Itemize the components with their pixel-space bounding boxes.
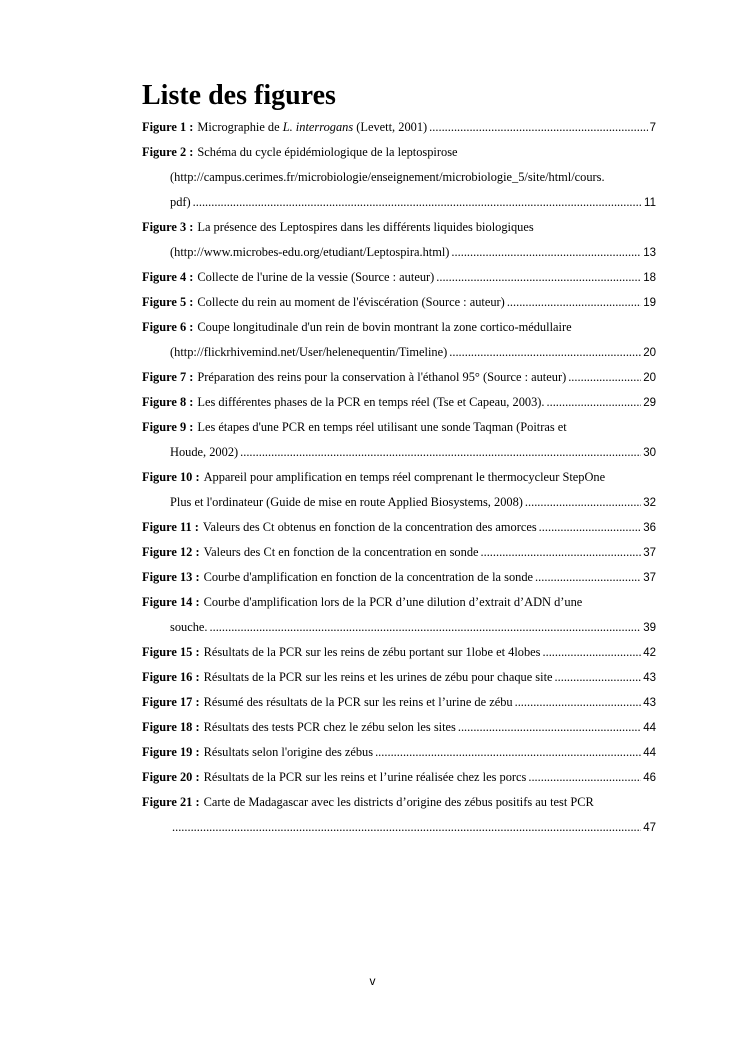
- page-number: 13: [643, 247, 656, 259]
- figure-caption: Coupe longitudinale d'un rein de bovin montrant la zone cortico-médullaire: [197, 320, 572, 334]
- page-number: 32: [643, 497, 656, 509]
- figure-label: Figure 10 :: [142, 470, 200, 484]
- figure-entry-16[interactable]: [142, 665, 656, 690]
- figure-entry-12[interactable]: [142, 540, 656, 565]
- figure-caption: Collecte de l'urine de la vessie (Source : auteur): [197, 270, 435, 284]
- list-of-figures: [142, 80, 656, 840]
- leader-dots: [535, 565, 641, 590]
- figure-label: Figure 3 :: [142, 220, 194, 234]
- figure-caption: Résultats selon l'origine des zébus: [203, 745, 374, 759]
- figure-entry-18[interactable]: [142, 715, 656, 740]
- figure-entry-17[interactable]: [142, 690, 656, 715]
- figure-entry-19[interactable]: [142, 740, 656, 765]
- figure-caption: Résultats de la PCR sur les reins de zébu portant sur 1lobe et 4lobes: [203, 645, 541, 659]
- figure-caption: Valeurs des Ct obtenus en fonction de la concentration des amorces: [202, 520, 537, 534]
- figure-label: Figure 9 :: [142, 420, 194, 434]
- figure-label: Figure 2 :: [142, 145, 194, 159]
- page-number: 30: [643, 447, 656, 459]
- figure-label: Figure 1 :: [142, 120, 194, 134]
- figure-caption-cont: Houde, 2002): [170, 445, 239, 459]
- leader-dots: [528, 765, 641, 790]
- footer-page-number: v: [369, 974, 376, 988]
- page-number: 29: [643, 397, 656, 409]
- figure-entry-11[interactable]: [142, 515, 656, 540]
- figure-label: Figure 19 :: [142, 745, 200, 759]
- leader-dots: [458, 715, 641, 740]
- page-number: 44: [643, 722, 656, 734]
- figure-caption: Collecte du rein au moment de l'éviscération (Source : auteur): [197, 295, 505, 309]
- leader-dots: [193, 190, 642, 215]
- figure-caption: Résumé des résultats de la PCR sur les reins et l’urine de zébu: [203, 695, 513, 709]
- page-number: 46: [643, 772, 656, 784]
- page-number: 42: [643, 647, 656, 659]
- figure-label: Figure 8 :: [142, 395, 194, 409]
- figure-entry-20[interactable]: [142, 765, 656, 790]
- figure-label: Figure 12 :: [142, 545, 200, 559]
- figure-label: Figure 6 :: [142, 320, 194, 334]
- figure-entry-3[interactable]: [142, 215, 656, 265]
- figure-label: Figure 13 :: [142, 570, 200, 584]
- figure-caption-cont: (http://www.microbes-edu.org/etudiant/Leptospira.html): [170, 245, 450, 259]
- leader-dots: [515, 690, 642, 715]
- figure-label: Figure 7 :: [142, 370, 194, 384]
- figure-entry-9[interactable]: [142, 415, 656, 465]
- leader-dots: [539, 515, 642, 540]
- figure-caption-cont: souche.: [170, 620, 208, 634]
- leader-dots: [210, 615, 642, 640]
- figure-entry-14[interactable]: [142, 590, 656, 640]
- figure-caption: Préparation des reins pour la conservation à l'éthanol 95° (Source : auteur): [197, 370, 567, 384]
- figure-entry-10[interactable]: [142, 465, 656, 515]
- leader-dots: [449, 340, 641, 365]
- page-number: 36: [643, 522, 656, 534]
- leader-dots: [240, 440, 641, 465]
- figure-entry-4[interactable]: [142, 265, 656, 290]
- figure-caption-cont: (http://campus.cerimes.fr/microbiologie/enseignement/microbiologie_5/site/html/cours.: [170, 170, 605, 184]
- figure-label: Figure 20 :: [142, 770, 200, 784]
- leader-dots: [543, 640, 642, 665]
- figure-entry-21[interactable]: [142, 790, 656, 840]
- figure-caption: Schéma du cycle épidémiologique de la leptospirose: [197, 145, 458, 159]
- figure-caption: La présence des Leptospires dans les différents liquides biologiques: [197, 220, 534, 234]
- page-number: 43: [643, 697, 656, 709]
- figure-label: Figure 17 :: [142, 695, 200, 709]
- figure-caption: Résultats des tests PCR chez le zébu selon les sites: [203, 720, 456, 734]
- figure-caption: Micrographie de L. interrogans (Levett, 2001): [197, 120, 428, 134]
- figure-caption-cont: Plus et l'ordinateur (Guide de mise en route Applied Biosystems, 2008): [170, 495, 523, 509]
- figure-caption: Les différentes phases de la PCR en temps réel (Tse et Capeau, 2003).: [197, 395, 545, 409]
- figure-caption: Courbe d'amplification lors de la PCR d’une dilution d’extrait d’ADN d’une: [203, 595, 583, 609]
- leader-dots: [375, 740, 641, 765]
- page-number: 43: [643, 672, 656, 684]
- page-number: 19: [643, 297, 656, 309]
- figure-caption-cont: pdf): [170, 195, 191, 209]
- leader-dots: [525, 490, 641, 515]
- figure-caption: Les étapes d'une PCR en temps réel utilisant une sonde Taqman (Poitras et: [197, 420, 567, 434]
- leader-dots: [507, 290, 641, 315]
- figure-entry-7[interactable]: [142, 365, 656, 390]
- figure-label: Figure 14 :: [142, 595, 200, 609]
- page-number: 44: [643, 747, 656, 759]
- figure-caption: Carte de Madagascar avec les districts d’origine des zébus positifs au test PCR: [203, 795, 594, 809]
- figure-label: Figure 21 :: [142, 795, 200, 809]
- figure-label: Figure 15 :: [142, 645, 200, 659]
- page-number: 20: [643, 372, 656, 384]
- figure-caption: Appareil pour amplification en temps réel comprenant le thermocycleur StepOne: [203, 470, 606, 484]
- leader-dots: [481, 540, 642, 565]
- leader-dots: [547, 390, 642, 415]
- leader-dots: [451, 240, 641, 265]
- figure-caption: Résultats de la PCR sur les reins et les urines de zébu pour chaque site: [203, 670, 553, 684]
- page-number: 11: [644, 197, 656, 209]
- page-number: 37: [643, 547, 656, 559]
- figure-label: Figure 11 :: [142, 520, 199, 534]
- figure-entry-8[interactable]: [142, 390, 656, 415]
- figure-caption: Courbe d'amplification en fonction de la concentration de la sonde: [203, 570, 534, 584]
- leader-dots: [568, 365, 641, 390]
- figure-entry-13[interactable]: [142, 565, 656, 590]
- figure-entry-5[interactable]: [142, 290, 656, 315]
- page-number: 39: [643, 622, 656, 634]
- figure-label: Figure 4 :: [142, 270, 194, 284]
- figure-caption: Résultats de la PCR sur les reins et l’urine réalisée chez les porcs: [203, 770, 527, 784]
- page-number: 47: [643, 822, 656, 834]
- leader-dots: [429, 115, 647, 140]
- page-title: Liste des figures: [142, 80, 336, 111]
- page-number: 18: [643, 272, 656, 284]
- figure-entry-6[interactable]: [142, 315, 656, 365]
- figure-label: Figure 16 :: [142, 670, 200, 684]
- figure-label: Figure 5 :: [142, 295, 194, 309]
- page-number: 37: [643, 572, 656, 584]
- figure-entry-2[interactable]: [142, 140, 656, 215]
- figure-entry-15[interactable]: [142, 640, 656, 665]
- page-number: 7: [649, 122, 656, 134]
- page-number: 20: [643, 347, 656, 359]
- figure-label: Figure 18 :: [142, 720, 200, 734]
- figure-entry-1[interactable]: [142, 115, 656, 140]
- leader-dots: [436, 265, 641, 290]
- leader-dots: [172, 815, 641, 840]
- figure-caption-cont: (http://flickrhivemind.net/User/helenequentin/Timeline): [170, 345, 448, 359]
- leader-dots: [555, 665, 642, 690]
- figure-caption: Valeurs des Ct en fonction de la concentration en sonde: [203, 545, 479, 559]
